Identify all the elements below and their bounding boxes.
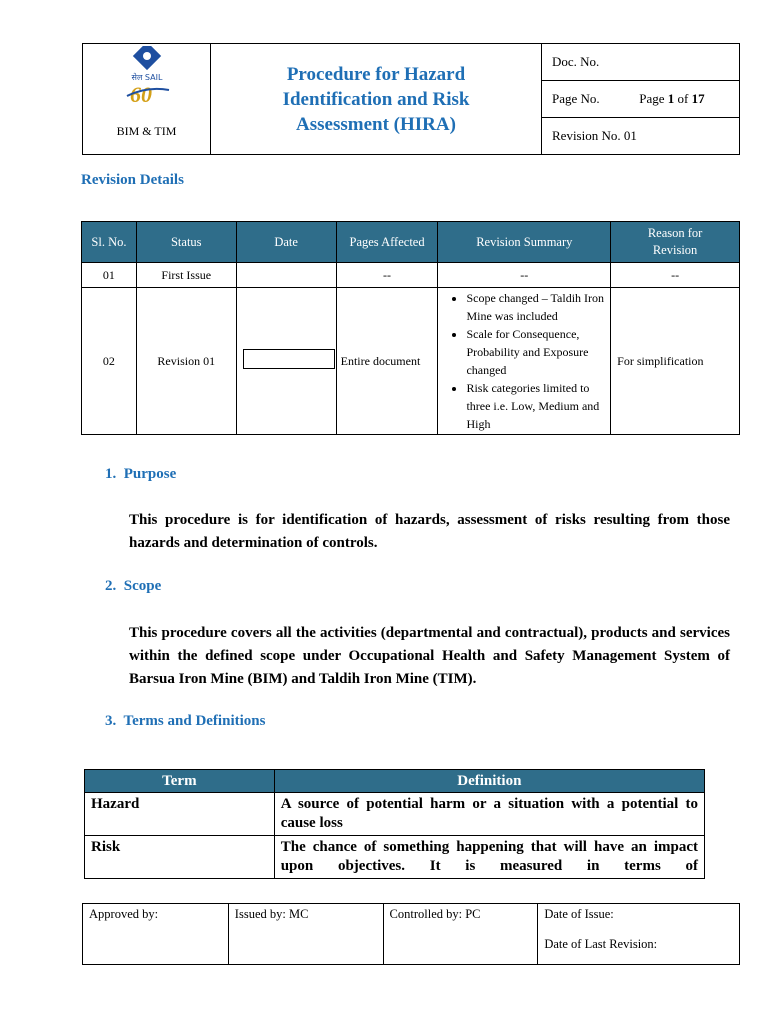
section-heading-terms: 3. Terms and Definitions (105, 713, 266, 729)
revision-summary-list (442, 289, 609, 433)
svg-text:सेल SAIL: सेल SAIL (131, 73, 163, 82)
table-row: Hazard A source of potential harm or a situation with a potential to cause loss (85, 793, 705, 836)
revision-details-heading: Revision Details (81, 172, 184, 188)
col-header: Term (85, 770, 275, 793)
terms-table (84, 769, 705, 879)
controlled-by: Controlled by: PC (383, 904, 538, 965)
table-row: Risk The chance of something happening that will have an impact upon objectives. It is measured in terms of (85, 836, 705, 879)
approval-footer (82, 903, 740, 965)
document-title: Procedure for Hazard Identification and Risk Assessment (HIRA) (211, 44, 542, 155)
section-heading-purpose: 1. Purpose (105, 466, 177, 482)
col-header: Revision Summary (438, 222, 611, 263)
logo-cell (83, 44, 211, 155)
col-header: Sl. No. (82, 222, 137, 263)
table-row: 01 First Issue -- -- -- (82, 263, 740, 288)
logo-caption: BIM & TIM (116, 124, 177, 138)
section-heading-scope: 2. Scope (105, 578, 162, 594)
table-row: 02 Revision 01 Entire document • Scope changed – Taldih Iron Mine was included • Scale for Consequence, Probability and Exposure changed • Risk categories limited to three i.e. Low, Medium and High For simplification (82, 288, 740, 435)
col-header: Status (136, 222, 236, 263)
svg-text:60: 60 (130, 82, 152, 104)
scope-text: This procedure covers all the activities (departmental and contractual), products and services within the defined scope under Occupational Health and Safety Management System of Barsua Iron Mine (BIM) and Taldih Iron Mine (TIM). (129, 625, 730, 687)
list-item: • Scale for Consequence, Probability and Exposure changed (466, 325, 609, 379)
list-item: • Risk categories limited to three i.e. Low, Medium and High (466, 379, 609, 433)
doc-no-cell: Doc. No. (542, 44, 740, 81)
list-item: • Scope changed – Taldih Iron Mine was included (466, 289, 609, 325)
purpose-text: This procedure is for identification of hazards, assessment of risks resulting from those hazards and determination of controls. (129, 512, 730, 551)
revision-table (81, 221, 740, 435)
col-header: Pages Affected (336, 222, 438, 263)
sail-logo-icon (123, 46, 171, 104)
col-header: Definition (274, 770, 704, 793)
issued-by: Issued by: MC (228, 904, 383, 965)
issue-dates: Date of Issue: Date of Last Revision: (538, 904, 740, 965)
col-header: Date (236, 222, 336, 263)
approved-by: Approved by: (83, 904, 229, 965)
date-field (243, 349, 335, 369)
page-no-cell: Page No. Page 1 of 17 (542, 81, 740, 118)
document-header (82, 43, 740, 155)
col-header: Reason for Revision (611, 222, 740, 263)
revision-no-cell: Revision No. 01 (542, 118, 740, 155)
